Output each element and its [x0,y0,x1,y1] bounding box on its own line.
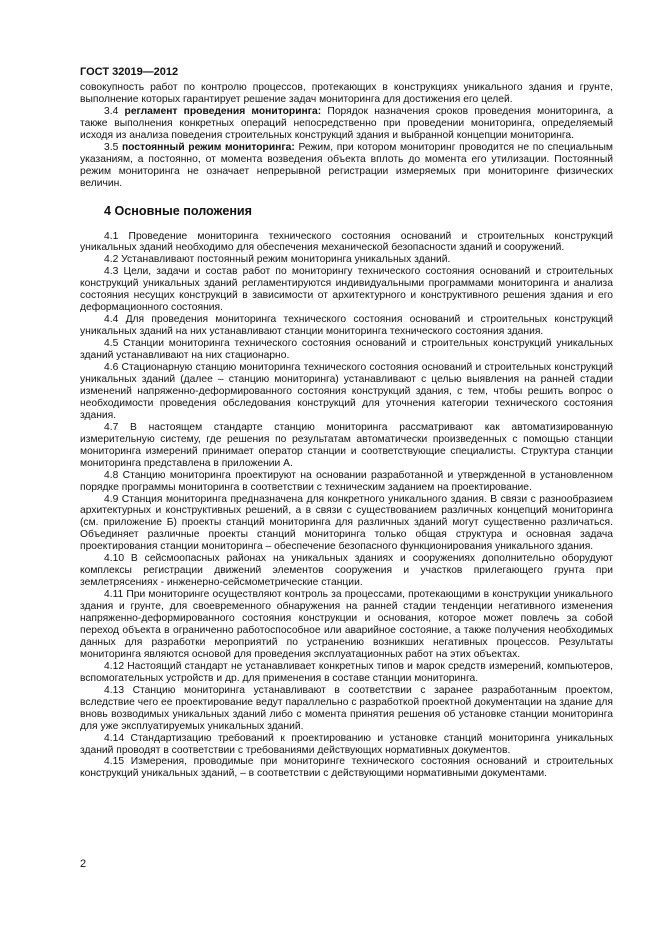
clause-4-10: 4.10 В сейсмоопасных районах на уникальных зданиях и сооружениях дополнительно оборудуют комплексы регистрации движений элементов сооружения и участков прилегающего грунта при землетрясениях - инженерно-сейсмометрические станции. [80,553,613,589]
document-body [80,82,613,780]
page-number: 2 [80,858,87,870]
clause-4-2: 4.2 Устанавливают постоянный режим мониторинга уникальных зданий. [104,254,451,266]
intro-paragraph: совокупность работ по контролю процессов, протекающих в конструкциях уникального здания и грунте, выполнение которых гарантирует решение задач мониторинга для достижения его целей. [80,82,613,105]
clause-4-7: 4.7 В настоящем стандарте станцию мониторинга рассматривают как автоматизированную измерительную систему, где решения по результатам автоматически произведенных с помощью станции мониторинга измерений принимает оператор станции и соответствующие специалисты. Структура станции мониторинга представлена в приложении А. [80,421,613,469]
definition-number: 3.4 [104,105,125,117]
definition-text: Режим, при котором мониторинг проводится не по специальным указаниям, а постоянно, от момента возведения объекта вплоть до момента его утилизации. Постоянный режим мониторинга не означает непрерывной регистрации измеряемых при мониторинге физических величин. [80,141,613,189]
clause-4-6: 4.6 Стационарную станцию мониторинга технического состояния оснований и строительных конструкций уникальных зданий (далее – станцию мониторинга) устанавливают с целью выявления на ранней стадии изменений напряженно-деформированного состояния конструкций здания, с тем, чтобы решить вопрос о необходимости проведения обследования конструкций для уточнения категории технического состояния здания. [80,362,613,421]
clause-4-12: 4.12 Настоящий стандарт не устанавливает конкретных типов и марок средств измерений, компьютеров, вспомогательных устройств и др. для применения в составе станции мониторинга. [80,660,613,684]
clause-4-15: 4.15 Измерения, проводимые при мониторинге технического состояния оснований и строительных конструкций уникальных зданий, – в соответствии с действующими нормативными документами. [80,756,613,780]
clause-4-9: 4.9 Станция мониторинга предназначена для конкретного уникального здания. В связи с разнообразием архитектурных и конструктивных решений, а в связи с существованием различных концепций мониторинга (см. приложение Б) проекты станций мониторинга для различных зданий могут существенно различаться. Объединяет различные проекты станций мониторинга только общая структура и основная задача проектирования станции мониторинга – обеспечение безопасного функционирования уникального здания. [80,493,613,553]
clause-4-14: 4.14 Стандартизацию требований к проектированию и установке станций мониторинга уникальных зданий проводят в соответствии с требованиями действующих нормативных документов. [80,732,613,756]
definition-3-4 [80,106,613,142]
clause-4-4: 4.4 Для проведения мониторинга технического состояния оснований и строительных конструкций уникальных зданий на них устанавливают станции мониторинга технического состояния здания. [80,314,613,338]
definition-number: 3.5 [104,141,122,153]
clause-4-8: 4.8 Станцию мониторинга проектируют на основании разработанной и утвержденной в установленном порядке программы мониторинга в соответствии с техническим заданием на проектирование. [80,469,613,493]
definition-text: Порядок назначения сроков проведения мониторинга, а также выполнения конкретных операций непосредственно при проведении мониторинга, определяемый исходя из анализа поведения строительных конструкций здания и выбранной концепции мониторинга. [80,105,613,141]
clause-4-3: 4.3 Цели, задачи и состав работ по мониторингу технического состояния оснований и строительных конструкций уникальных зданий регламентируются индивидуальными программами мониторинга и анализа состояния несущих конструкций в зависимости от архитектурного и конструктивного решения здания и его деформационного состояния. [80,266,613,314]
clause-4-11: 4.11 При мониторинге осуществляют контроль за процессами, протекающими в конструкции уникального здания и грунте, для своевременного обнаружения на ранней стадии тенденции негативного изменения напряженно-деформированного состояния конструкции и основания, которое может повлечь за собой переход объекта в ограниченно работоспособное или аварийное состояние, а также получения необходимых данных для разработки мероприятий по устранению возникших негативных процессов. Результаты мониторинга являются основой для проведения эксплуатационных работ на этих объектах. [80,589,613,660]
definition-term: постоянный режим мониторинга: [121,141,295,153]
document-header: ГОСТ 32019—2012 [80,66,179,78]
definition-3-5 [80,142,613,190]
clause-4-1: 4.1 Проведение мониторинга технического состояния оснований и строительных конструкций уникальных зданий необходимо для обеспечения механической безопасности зданий и сооружений. [80,230,613,254]
clause-4-5: 4.5 Станции мониторинга технического состояния оснований и строительных конструкций уникальных зданий устанавливают на них стационарно. [80,338,613,362]
clause-4-13: 4.13 Станцию мониторинга устанавливают в соответствии с заранее разработанным проектом, вследствие чего ее проектирование ведут параллельно с разработкой проектной документации на здание для вновь возводимых уникальных зданий либо с момента принятия решения об установке станции мониторинга для уже эксплуатируемых уникальных зданий. [80,684,613,732]
definition-term: регламент проведения мониторинга: [124,105,322,117]
section-title: 4 Основные положения [104,203,253,218]
